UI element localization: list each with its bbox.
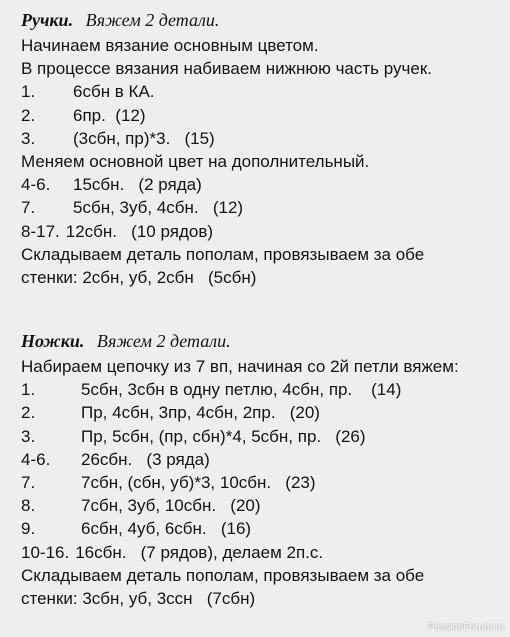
pattern-row [21, 541, 459, 564]
row-number: 8-17. [21, 221, 60, 241]
row-text: 6пр. (12) [73, 105, 146, 125]
legs-title: Ножки. [21, 331, 85, 351]
row-number: 9. [21, 519, 36, 539]
row-text: 6сбн в КА. [73, 82, 155, 102]
row-text: 26сбн. (3 ряда) [81, 449, 210, 469]
row-text: Пр, 4сбн, 3пр, 4сбн, 2пр. (20) [81, 403, 320, 423]
row-text: Пр, 5сбн, (пр, сбн)*4, 5сбн, пр. (26) [81, 426, 366, 446]
intro-line: В процессе вязания набиваем нижнюю часть ручек. [21, 59, 432, 79]
row-text: 15сбн. (2 ряда) [73, 175, 202, 195]
pattern-row [21, 448, 459, 471]
pattern-row [21, 425, 459, 448]
site-watermark: PassionForum.ru [427, 622, 504, 633]
row-number: 7. [21, 198, 36, 218]
outro-line: Складываем деталь пополам, провязываем за обе [21, 244, 425, 264]
handles-section [21, 9, 432, 289]
handles-title: Ручки. [21, 10, 74, 30]
pattern-row [21, 494, 459, 517]
row-text: 5сбн, 3сбн в одну петлю, 4сбн, пр. (14) [81, 380, 402, 400]
row-number: 2. [21, 105, 36, 125]
pattern-row [21, 80, 432, 103]
row-text: 12сбн. (10 рядов) [65, 221, 214, 241]
row-text: 7сбн, (сбн, уб)*3, 10сбн. (23) [81, 473, 316, 493]
row-number: 4-6. [21, 449, 51, 469]
outro-line: Складываем деталь пополам, провязываем за обе [21, 565, 425, 585]
row-text: 16сбн. (7 рядов), делаем 2п.с. [75, 542, 324, 562]
row-text: (3сбн, пр)*3. (15) [73, 128, 215, 148]
pattern-row [21, 220, 432, 243]
row-text: 5сбн, 3уб, 4сбн. (12) [73, 198, 244, 218]
row-number: 3. [21, 128, 36, 148]
pattern-row [21, 401, 459, 424]
pattern-row [21, 378, 459, 401]
legs-section [21, 330, 459, 610]
row-number: 10-16. [21, 542, 70, 562]
row-number: 7. [21, 473, 36, 493]
pattern-row [21, 127, 432, 150]
row-number: 1. [21, 380, 36, 400]
row-text: 6сбн, 4уб, 6сбн. (16) [81, 519, 252, 539]
handles-subtitle: Вяжем 2 детали. [85, 10, 220, 30]
handles-heading [21, 9, 432, 31]
pattern-row [21, 517, 459, 540]
row-number: 1. [21, 82, 36, 102]
pattern-row [21, 104, 432, 127]
pattern-row [21, 196, 432, 219]
row-number: 8. [21, 496, 36, 516]
row-number: 2. [21, 403, 36, 423]
outro-line: стенки: 3сбн, уб, 3ссн (7сбн) [21, 589, 256, 609]
intro-line: Начинаем вязание основным цветом. [21, 36, 319, 55]
legs-heading [21, 330, 459, 352]
row-number: 4-6. [21, 175, 51, 195]
intro-line: Набираем цепочку из 7 вп, начиная со 2й петли вяжем: [21, 357, 459, 376]
pattern-row [21, 471, 459, 494]
legs-subtitle: Вяжем 2 детали. [96, 331, 231, 351]
row-number: 3. [21, 426, 36, 446]
row-text: 7сбн, 3уб, 10сбн. (20) [81, 496, 261, 516]
pattern-row [21, 173, 432, 196]
outro-line: стенки: 2сбн, уб, 2сбн (5сбн) [21, 268, 257, 288]
color-change-note: Меняем основной цвет на дополнительный. [21, 152, 370, 172]
